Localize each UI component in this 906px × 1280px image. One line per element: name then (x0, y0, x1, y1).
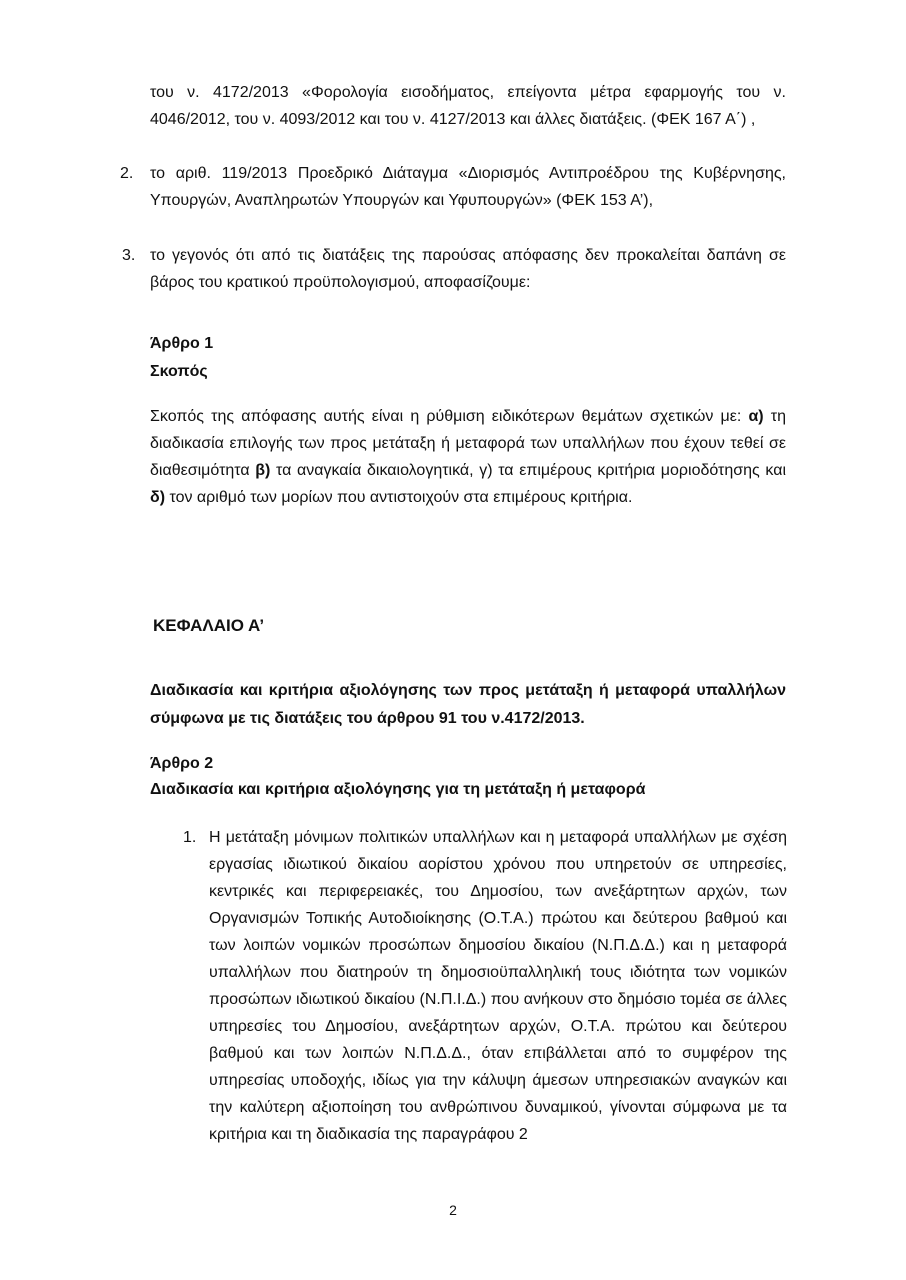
list-number-2: 2. (120, 165, 134, 182)
article-2-item-1-number: 1. (183, 829, 197, 846)
page-number: 2 (449, 1202, 457, 1218)
article-2-item-1-text: Η μετάταξη μόνιμων πολιτικών υπαλλήλων και η μεταφορά υπαλλήλων με σχέση εργασίας ιδιωτικού δικαίου αορίστου χρόνου που υπηρετούν σε υπηρεσίες, κεντρικές και περιφερειακές, του Δημοσίου, των ανεξάρτητων αρχών, των Οργανισμών Τοπικής Αυτοδιοίκησης (Ο.Τ.Α.) πρώτου και δεύτερου βαθμού και των λοιπών νομικών προσώπων δημοσίου δικαίου (Ν.Π.Δ.Δ.) και η μεταφορά υπαλλήλων που διατηρούν τη δημοσιοϋπαλληλική τους ιδιότητα των νομικών προσώπων ιδιωτικού δικαίου (Ν.Π.Ι.Δ.) που ανήκουν στο δημόσιο τομέα σε άλλες υπηρεσίες του Δημοσίου, ανεξάρτητων αρχών, Ο.Τ.Α. πρώτου και δεύτερου βαθμού και των λοιπών Ν.Π.Δ.Δ., όταν επιβάλλεται από το συμφέρον της υπηρεσίας υποδοχής, ιδίως για την κάλυψη άμεσων υπηρεσιακών αναγκών και την καλύτερη αξιοποίηση του ανθρώπινου δυναμικού, γίνονται σύμφωνα με τα κριτήρια και τη διαδικασία της παραγράφου 2 (209, 829, 787, 1143)
item-b-label: β) (255, 462, 271, 479)
list-item-2: το αριθ. 119/2013 Προεδρικό Διάταγμα «Διορισμός Αντιπροέδρου της Κυβέρνησης, Υπουργών, Αναπληρωτών Υπουργών και Υφυπουργών» (ΦΕΚ 153 Α’), (150, 165, 786, 209)
article-1-heading: Άρθρο 1 (150, 335, 214, 352)
chapter-label: ΚΕΦΑΛΑΙΟ Α’ (153, 616, 265, 635)
list-item-3: το γεγονός ότι από τις διατάξεις της παρούσας απόφασης δεν προκαλείται δαπάνη σε βάρος του κρατικού προϋπολογισμού, αποφασίζουμε: (150, 247, 786, 291)
article-2-heading: Άρθρο 2 (150, 755, 214, 772)
item-d-text: τον αριθμό των μορίων που αντιστοιχούν στα επιμέρους κριτήρια. (165, 489, 633, 506)
article-1-title: Σκοπός (150, 363, 208, 380)
item-a-text: τη διαδικασία επιλογής των προς μετάταξη ή μεταφορά των υπαλλήλων που έχουν τεθεί σε διαθεσιμότητα (150, 408, 786, 479)
chapter-title: Διαδικασία και κριτήρια αξιολόγησης των προς μετάταξη ή μεταφορά υπαλλήλων σύμφωνα με τις διατάξεις του άρθρου 91 του ν.4172/2013. (150, 682, 786, 727)
article-1-body-start: Σκοπός της απόφασης αυτής είναι η ρύθμιση ειδικότερων θεμάτων σχετικών με: (150, 408, 749, 425)
article-2-title: Διαδικασία και κριτήρια αξιολόγησης για τη μετάταξη ή μεταφορά (150, 781, 646, 798)
article-1-body (150, 403, 786, 511)
item-d-label: δ) (150, 489, 166, 506)
item-b-text: τα αναγκαία δικαιολογητικά, γ) τα επιμέρους κριτήρια μοριοδότησης και (270, 462, 787, 479)
list-number-3: 3. (122, 247, 136, 264)
item-a-label: α) (748, 408, 764, 425)
intro-paragraph: του ν. 4172/2013 «Φορολογία εισοδήματος, επείγοντα μέτρα εφαρμογής του ν. 4046/2012, του ν. 4093/2012 και του ν. 4127/2013 και άλλες διατάξεις. (ΦΕΚ 167 Α΄) , (150, 84, 786, 128)
